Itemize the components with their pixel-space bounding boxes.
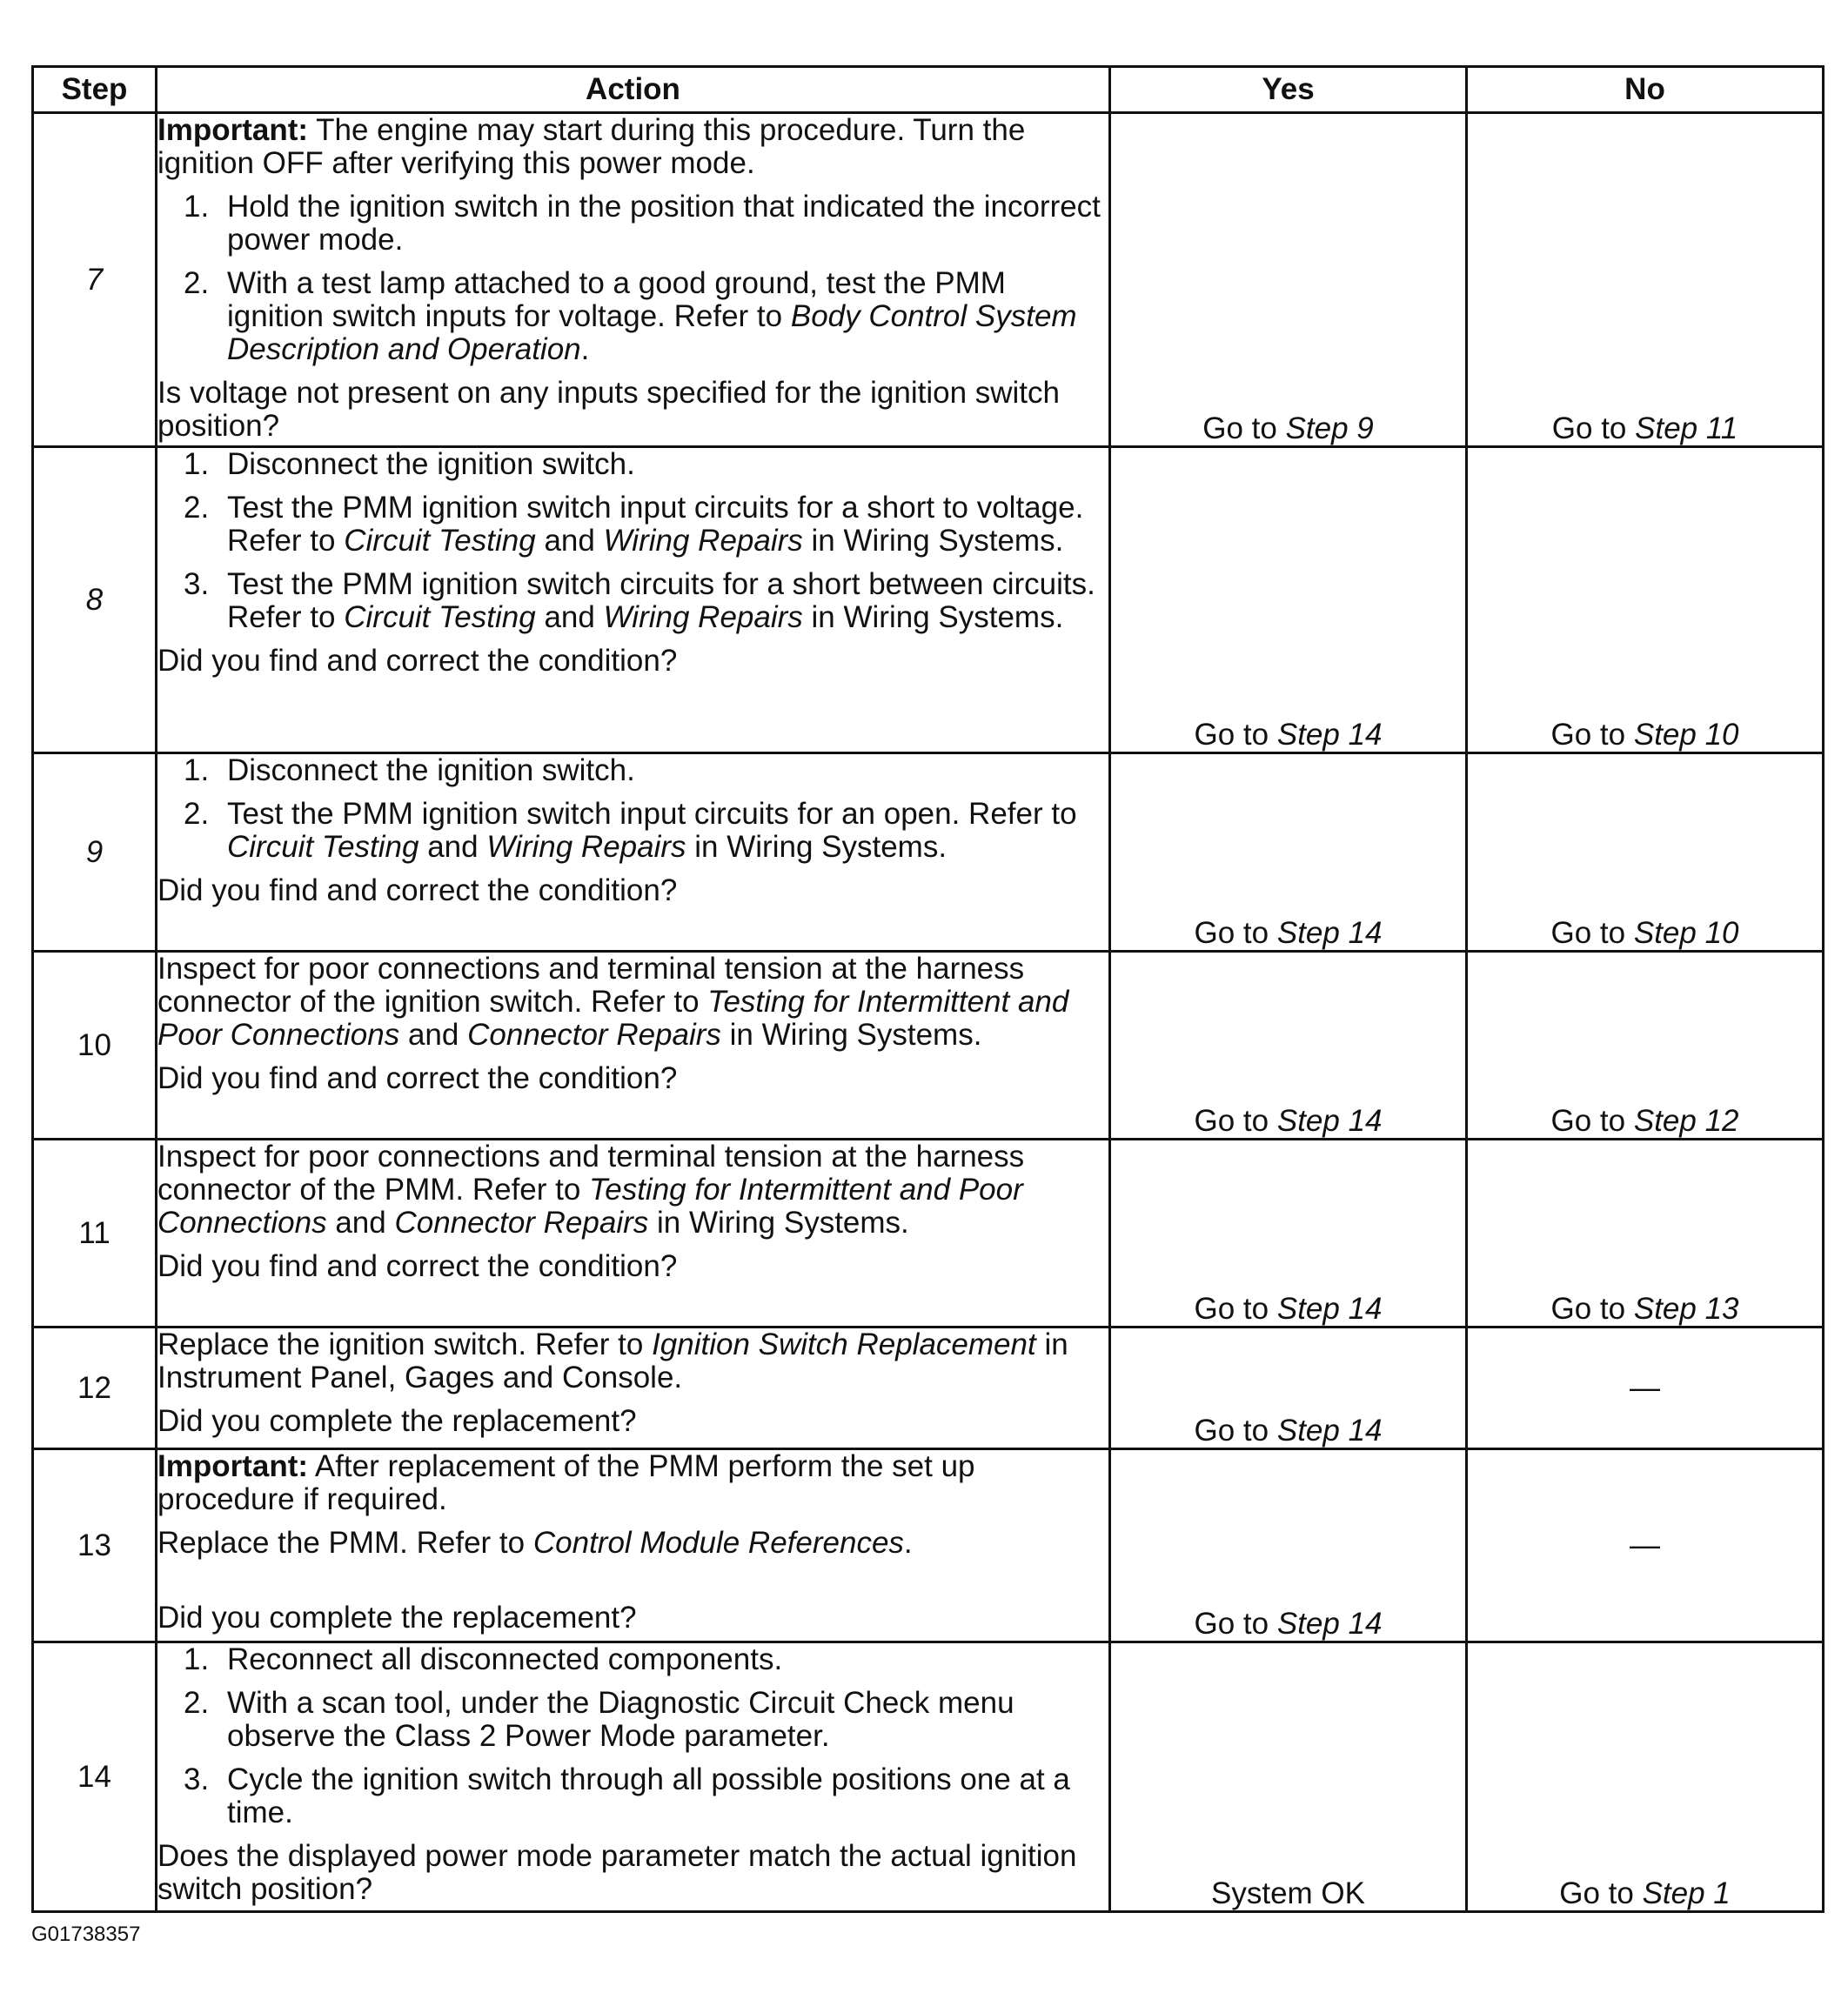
- table-row: [33, 1140, 1824, 1328]
- procedure-list: [184, 754, 1108, 864]
- action-cell: [157, 753, 1110, 952]
- procedure-list: [184, 448, 1108, 634]
- list-text: Test the PMM ignition switch input circuits for an open. Refer to Circuit Testing and Wiring Repairs in Wiring Systems.: [227, 797, 1077, 864]
- yes-step-link: Step 14: [1276, 1607, 1383, 1641]
- table-row: [33, 1449, 1824, 1642]
- no-cell: Go to Step 10: [1467, 753, 1824, 952]
- doc-reference: Connector Repairs: [394, 1206, 649, 1240]
- yes-cell: Go to Step 14: [1110, 753, 1467, 952]
- list-number: 3.: [184, 567, 210, 601]
- action-cell: [157, 1642, 1110, 1912]
- header-yes: Yes: [1110, 67, 1467, 113]
- action-cell: [157, 1449, 1110, 1642]
- question-text: Did you complete the replacement?: [157, 1404, 637, 1438]
- header-no: No: [1467, 67, 1824, 113]
- action-cell: [157, 113, 1110, 447]
- diagnostic-table: [31, 65, 1825, 1913]
- list-item: [184, 448, 1108, 481]
- step-number: 8: [33, 447, 157, 753]
- step-number: 12: [33, 1328, 157, 1449]
- list-text: Test the PMM ignition switch circuits for a short between circuits. Refer to Circuit Testing and Wiring Repairs in Wiring Systems.: [227, 567, 1095, 634]
- header-row: [33, 67, 1824, 113]
- step-number: 9: [33, 753, 157, 952]
- action-text: Inspect for poor connections and terminal tension at the harness connector of the PMM. Refer to Testing for Intermittent and Poor Connections and Connector Repairs in Wiring Systems.: [157, 1140, 1025, 1240]
- question-text: Did you find and correct the condition?: [157, 644, 678, 678]
- yes-cell: Go to Step 14: [1110, 1449, 1467, 1642]
- action-cell: [157, 952, 1110, 1140]
- no-cell: Go to Step 12: [1467, 952, 1824, 1140]
- important-note: [157, 114, 1108, 180]
- question-text: Did you find and correct the condition?: [157, 1249, 678, 1283]
- no-step-link: Step 13: [1633, 1292, 1739, 1326]
- doc-reference: Ignition Switch Replacement: [652, 1328, 1036, 1361]
- doc-reference: Circuit Testing: [344, 524, 536, 558]
- action-cell: [157, 447, 1110, 753]
- table-row: [33, 753, 1824, 952]
- no-step-link: Step 12: [1633, 1104, 1739, 1138]
- list-text: Cycle the ignition switch through all possible positions one at a time.: [227, 1762, 1070, 1829]
- yes-step-link: Step 14: [1276, 916, 1383, 950]
- step-number: 7: [33, 113, 157, 447]
- table-row: [33, 1642, 1824, 1912]
- list-item: [184, 267, 1108, 366]
- header-action: Action: [157, 67, 1110, 113]
- yes-cell: Go to Step 14: [1110, 1328, 1467, 1449]
- list-item: [184, 568, 1108, 634]
- action-text: Inspect for poor connections and terminal tension at the harness connector of the ignition switch. Refer to Testing for Intermittent and Poor Connections and Connector Repairs in Wiring Systems.: [157, 952, 1069, 1052]
- list-item: [184, 1687, 1108, 1753]
- question-text: Does the displayed power mode parameter match the actual ignition switch position?: [157, 1839, 1077, 1906]
- doc-reference: Testing for Intermittent and Poor Connections: [157, 1173, 1023, 1240]
- step-number: 14: [33, 1642, 157, 1912]
- step-number: 13: [33, 1449, 157, 1642]
- list-item: [184, 492, 1108, 558]
- yes-step-link: Step 14: [1276, 718, 1383, 752]
- doc-reference: Wiring Repairs: [603, 600, 803, 634]
- list-number: 2.: [184, 491, 210, 525]
- list-item: [184, 1763, 1108, 1829]
- step-number: 10: [33, 952, 157, 1140]
- header-step: Step: [33, 67, 157, 113]
- action-cell: [157, 1140, 1110, 1328]
- yes-step-link: Step 14: [1276, 1104, 1383, 1138]
- important-label: Important:: [157, 113, 309, 147]
- list-text: Reconnect all disconnected components.: [227, 1642, 783, 1676]
- step-number: 11: [33, 1140, 157, 1328]
- list-number: 3.: [184, 1762, 210, 1796]
- table-row: [33, 952, 1824, 1140]
- yes-cell: System OK: [1110, 1642, 1467, 1912]
- table-row: [33, 1328, 1824, 1449]
- list-text: Disconnect the ignition switch.: [227, 753, 635, 787]
- action-text: Replace the PMM. Refer to Control Module References.: [157, 1526, 913, 1560]
- doc-reference: Circuit Testing: [344, 600, 536, 634]
- list-number: 2.: [184, 1686, 210, 1720]
- yes-step-link: Step 14: [1276, 1414, 1383, 1448]
- list-number: 1.: [184, 190, 210, 224]
- list-text: Hold the ignition switch in the position that indicated the incorrect power mode.: [227, 190, 1101, 257]
- list-number: 2.: [184, 797, 210, 831]
- doc-reference: Wiring Repairs: [486, 830, 686, 864]
- question-text: Did you find and correct the condition?: [157, 1061, 678, 1095]
- list-text: Disconnect the ignition switch.: [227, 447, 635, 481]
- question-text: Is voltage not present on any inputs specified for the ignition switch position?: [157, 376, 1060, 443]
- list-number: 1.: [184, 447, 210, 481]
- list-number: 2.: [184, 266, 210, 300]
- figure-code: G01738357: [31, 1923, 141, 1946]
- list-number: 1.: [184, 753, 210, 787]
- doc-reference: Control Module References: [532, 1526, 904, 1560]
- yes-cell: Go to Step 14: [1110, 1140, 1467, 1328]
- list-item: [184, 191, 1108, 257]
- yes-cell: Go to Step 14: [1110, 952, 1467, 1140]
- important-label: Important:: [157, 1449, 309, 1483]
- doc-reference: Connector Repairs: [467, 1018, 721, 1052]
- list-text: Test the PMM ignition switch input circuits for a short to voltage. Refer to Circuit Testing and Wiring Repairs in Wiring Systems.: [227, 491, 1084, 558]
- list-item: [184, 1643, 1108, 1676]
- yes-cell: Go to Step 14: [1110, 447, 1467, 753]
- important-text: After replacement of the PMM perform the set up procedure if required.: [157, 1449, 975, 1516]
- no-cell: Go to Step 1: [1467, 1642, 1824, 1912]
- yes-step-link: Step 14: [1276, 1292, 1383, 1326]
- no-cell-dash: —: [1467, 1449, 1824, 1642]
- no-cell: Go to Step 13: [1467, 1140, 1824, 1328]
- question-text: Did you find and correct the condition?: [157, 873, 678, 907]
- no-step-link: Step 10: [1633, 718, 1739, 752]
- table-row: [33, 113, 1824, 447]
- doc-reference: Testing for Intermittent and Poor Connections: [157, 985, 1069, 1052]
- doc-reference: Circuit Testing: [227, 830, 419, 864]
- yes-step-link: Step 9: [1285, 411, 1374, 445]
- procedure-list: [184, 1643, 1108, 1829]
- doc-reference: Body Control System Description and Operation: [227, 299, 1077, 366]
- important-note: [157, 1450, 1108, 1516]
- action-text: Replace the ignition switch. Refer to Ignition Switch Replacement in Instrument Panel, Gages and Console.: [157, 1328, 1068, 1394]
- question-text: Did you complete the replacement?: [157, 1601, 637, 1635]
- list-text: With a test lamp attached to a good ground, test the PMM ignition switch inputs for voltage. Refer to Body Control System Description and Operation.: [227, 266, 1077, 366]
- procedure-list: [184, 191, 1108, 366]
- no-cell-dash: —: [1467, 1328, 1824, 1449]
- doc-reference: Wiring Repairs: [603, 524, 803, 558]
- list-item: [184, 798, 1108, 864]
- no-cell: Go to Step 11: [1467, 113, 1824, 447]
- no-step-link: Step 11: [1635, 411, 1738, 445]
- no-step-link: Step 1: [1642, 1876, 1731, 1910]
- list-item: [184, 754, 1108, 787]
- important-text: The engine may start during this procedure. Turn the ignition OFF after verifying this power mode.: [157, 113, 1026, 180]
- yes-cell: Go to Step 9: [1110, 113, 1467, 447]
- no-cell: Go to Step 10: [1467, 447, 1824, 753]
- table-row: [33, 447, 1824, 753]
- list-number: 1.: [184, 1642, 210, 1676]
- action-cell: [157, 1328, 1110, 1449]
- list-text: With a scan tool, under the Diagnostic Circuit Check menu observe the Class 2 Power Mode parameter.: [227, 1686, 1014, 1753]
- no-step-link: Step 10: [1633, 916, 1739, 950]
